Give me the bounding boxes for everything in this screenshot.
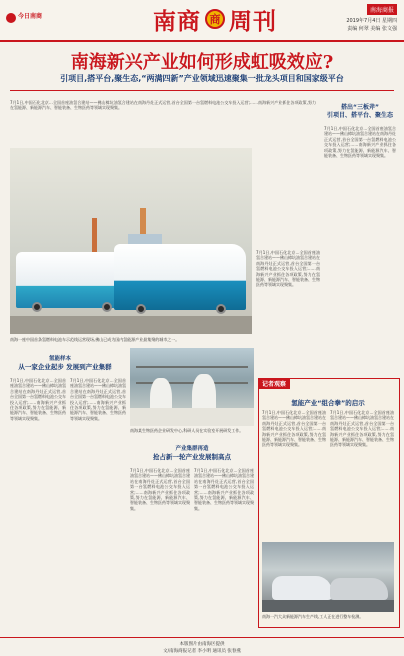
photo-factory (262, 542, 394, 612)
car (272, 576, 332, 600)
editor-credits: 责编 何翠 美编 张文强 (347, 26, 397, 32)
commentary-column-2: 7月1日,中国石化北京…全国首座油氢合建站——佛山樟坑油氢合建站在南海丹灶正式运营,首台全国第一台氢燃料电池公交车投入运营;……南海新兴产业抓住各项政策,努力在氢能源、新能源汽车、智能装备、生物医药等领域实现聚集。 (330, 410, 394, 448)
section-kicker-left: 氢能样本 (48, 356, 71, 362)
lab-shelf (136, 366, 248, 368)
photo-hydrogen-bus (10, 148, 252, 334)
wheel (32, 302, 42, 312)
lead-paragraph: 7月1日,中国石化北京…全国首座油氢合建站——佛山樟坑油氢合建站在南海丹灶正式运营,首台全国第一台氢燃料电池公交车投入运营;……南海新兴产业抓住各项政策,努力在氢能源、新能源汽车、智能装备、生物医药等领域实现聚集。 (10, 100, 316, 111)
road (10, 316, 252, 334)
photo-lab (130, 348, 254, 426)
page-footer (0, 637, 404, 656)
article-column-left-2: 7月1日,中国石化北京…全国首座油氢合建站——佛山樟坑油氢合建站在南海丹灶正式运营,首台全国第一台氢燃料电池公交车投入运营;……南海新兴产业抓住各项政策,努力在氢能源、新能源汽车、智能装备、生物医药等领域实现聚集。 (70, 378, 126, 421)
section-label: 今日南商 (18, 13, 43, 20)
page-headline: 南海新兴产业如何形成虹吸效应? (70, 52, 334, 73)
page-subheadline: 引项目,搭平台,聚生态,“两满四新”产业领域迅速聚集一批龙头项目和国家级平台 (60, 74, 344, 83)
commentary-title: 氢能产业“组合拳”的启示 (291, 399, 365, 407)
masthead (0, 0, 404, 42)
divider (10, 90, 394, 91)
commentary-column-1: 7月1日,中国石化北京…全国首座油氢合建站——佛山樟坑油氢合建站在南海丹灶正式运营,首台全国第一台氢燃料电池公交车投入运营;……南海新兴产业抓住各项政策,努力在氢能源、新能源汽车、智能装备、生物医药等领域实现聚集。 (262, 410, 326, 448)
photo-caption-main: 南海一座中国首条氢燃料电池车示范线运营现场,佛山已成为国内氢能源产业最集聚的城市之一。 (10, 337, 180, 342)
footer-byline: 文/南海商报记者 李小明 通讯员 张春燕 (163, 649, 241, 654)
issue-date: 2019年7月4日 星期四 (346, 18, 397, 24)
car (330, 578, 388, 600)
article-column-inner: 7月1日,中国石化北京…全国首座油氢合建站——佛山樟坑油氢合建站在南海丹灶正式运营,首台全国第一台氢燃料电池公交车投入运营;……南海新兴产业抓住各项政策,努力在氢能源、新能源汽车、智能装备、生物医药等领域实现聚集。 (256, 250, 320, 288)
wheel (136, 304, 146, 314)
bus-right (114, 244, 246, 310)
brand-left: 南商 (153, 7, 201, 35)
article-column-left-1: 7月1日,中国石化北京…全国首座油氢合建站——佛山樟坑油氢合建站在南海丹灶正式运营,首台全国第一台氢燃料电池公交车投入运营;……南海新兴产业抓住各项政策,努力在氢能源、新能源汽车、智能装备、生物医药等领域实现聚集。 (10, 378, 66, 421)
factory-floor (262, 600, 394, 612)
article-column-mid-1: 7月1日,中国石化北京…全国首座油氢合建站——佛山樟坑油氢合建站在南海丹灶正式运营,首台全国第一台氢燃料电池公交车投入运营;……南海新兴产业抓住各项政策,努力在氢能源、新能源汽车、智能装备、生物医药等领域实现聚集。 (130, 468, 190, 511)
brand-right: 周刊 (229, 7, 277, 35)
pull-quote (324, 104, 396, 120)
wheel (102, 302, 112, 312)
section-badge-icon (6, 13, 16, 23)
article-column-mid-2: 7月1日,中国石化北京…全国首座油氢合建站——佛山樟坑油氢合建站在南海丹灶正式运营,首台全国第一台氢燃料电池公交车投入运营;……南海新兴产业抓住各项政策,努力在氢能源、新能源汽车、智能装备、生物医药等领域实现聚集。 (194, 468, 254, 511)
pull-quote-line2: 引项目、搭平台、聚生态 (326, 112, 393, 119)
pull-quote-line1: 搭出“三板斧” (341, 104, 379, 111)
commentary-tag: 记者观察 (258, 378, 290, 389)
lab-bench (130, 408, 254, 426)
section-kicker-mid: 产业集群再造 (175, 446, 209, 452)
wheel (216, 304, 226, 314)
brand-seal-icon: 商 (205, 9, 225, 29)
paper-name: 南海商报 (367, 4, 397, 15)
photo-caption-lab: 南海某生物医药企业研发中心,科研人员在实验室开展研发工作。 (130, 428, 244, 433)
photo-caption-factory: 南海一汽大众新能源汽车生产线,工人正在进行整车检测。 (262, 614, 364, 619)
footer-photo-credit: 本版图片由南海区提供 (179, 642, 225, 647)
section-title-left: 从一家企业起步 发展到产业集群 (18, 363, 112, 371)
section-title-mid: 抢占新一轮产业发展制高点 (153, 453, 231, 461)
article-column-right: 7月1日,中国石化北京…全国首座油氢合建站——佛山樟坑油氢合建站在南海丹灶正式运营,首台全国第一台氢燃料电池公交车投入运营;……南海新兴产业抓住各项政策,努力在氢能源、新能源汽车、智能装备、生物医药等领域实现聚集。 (324, 126, 396, 159)
